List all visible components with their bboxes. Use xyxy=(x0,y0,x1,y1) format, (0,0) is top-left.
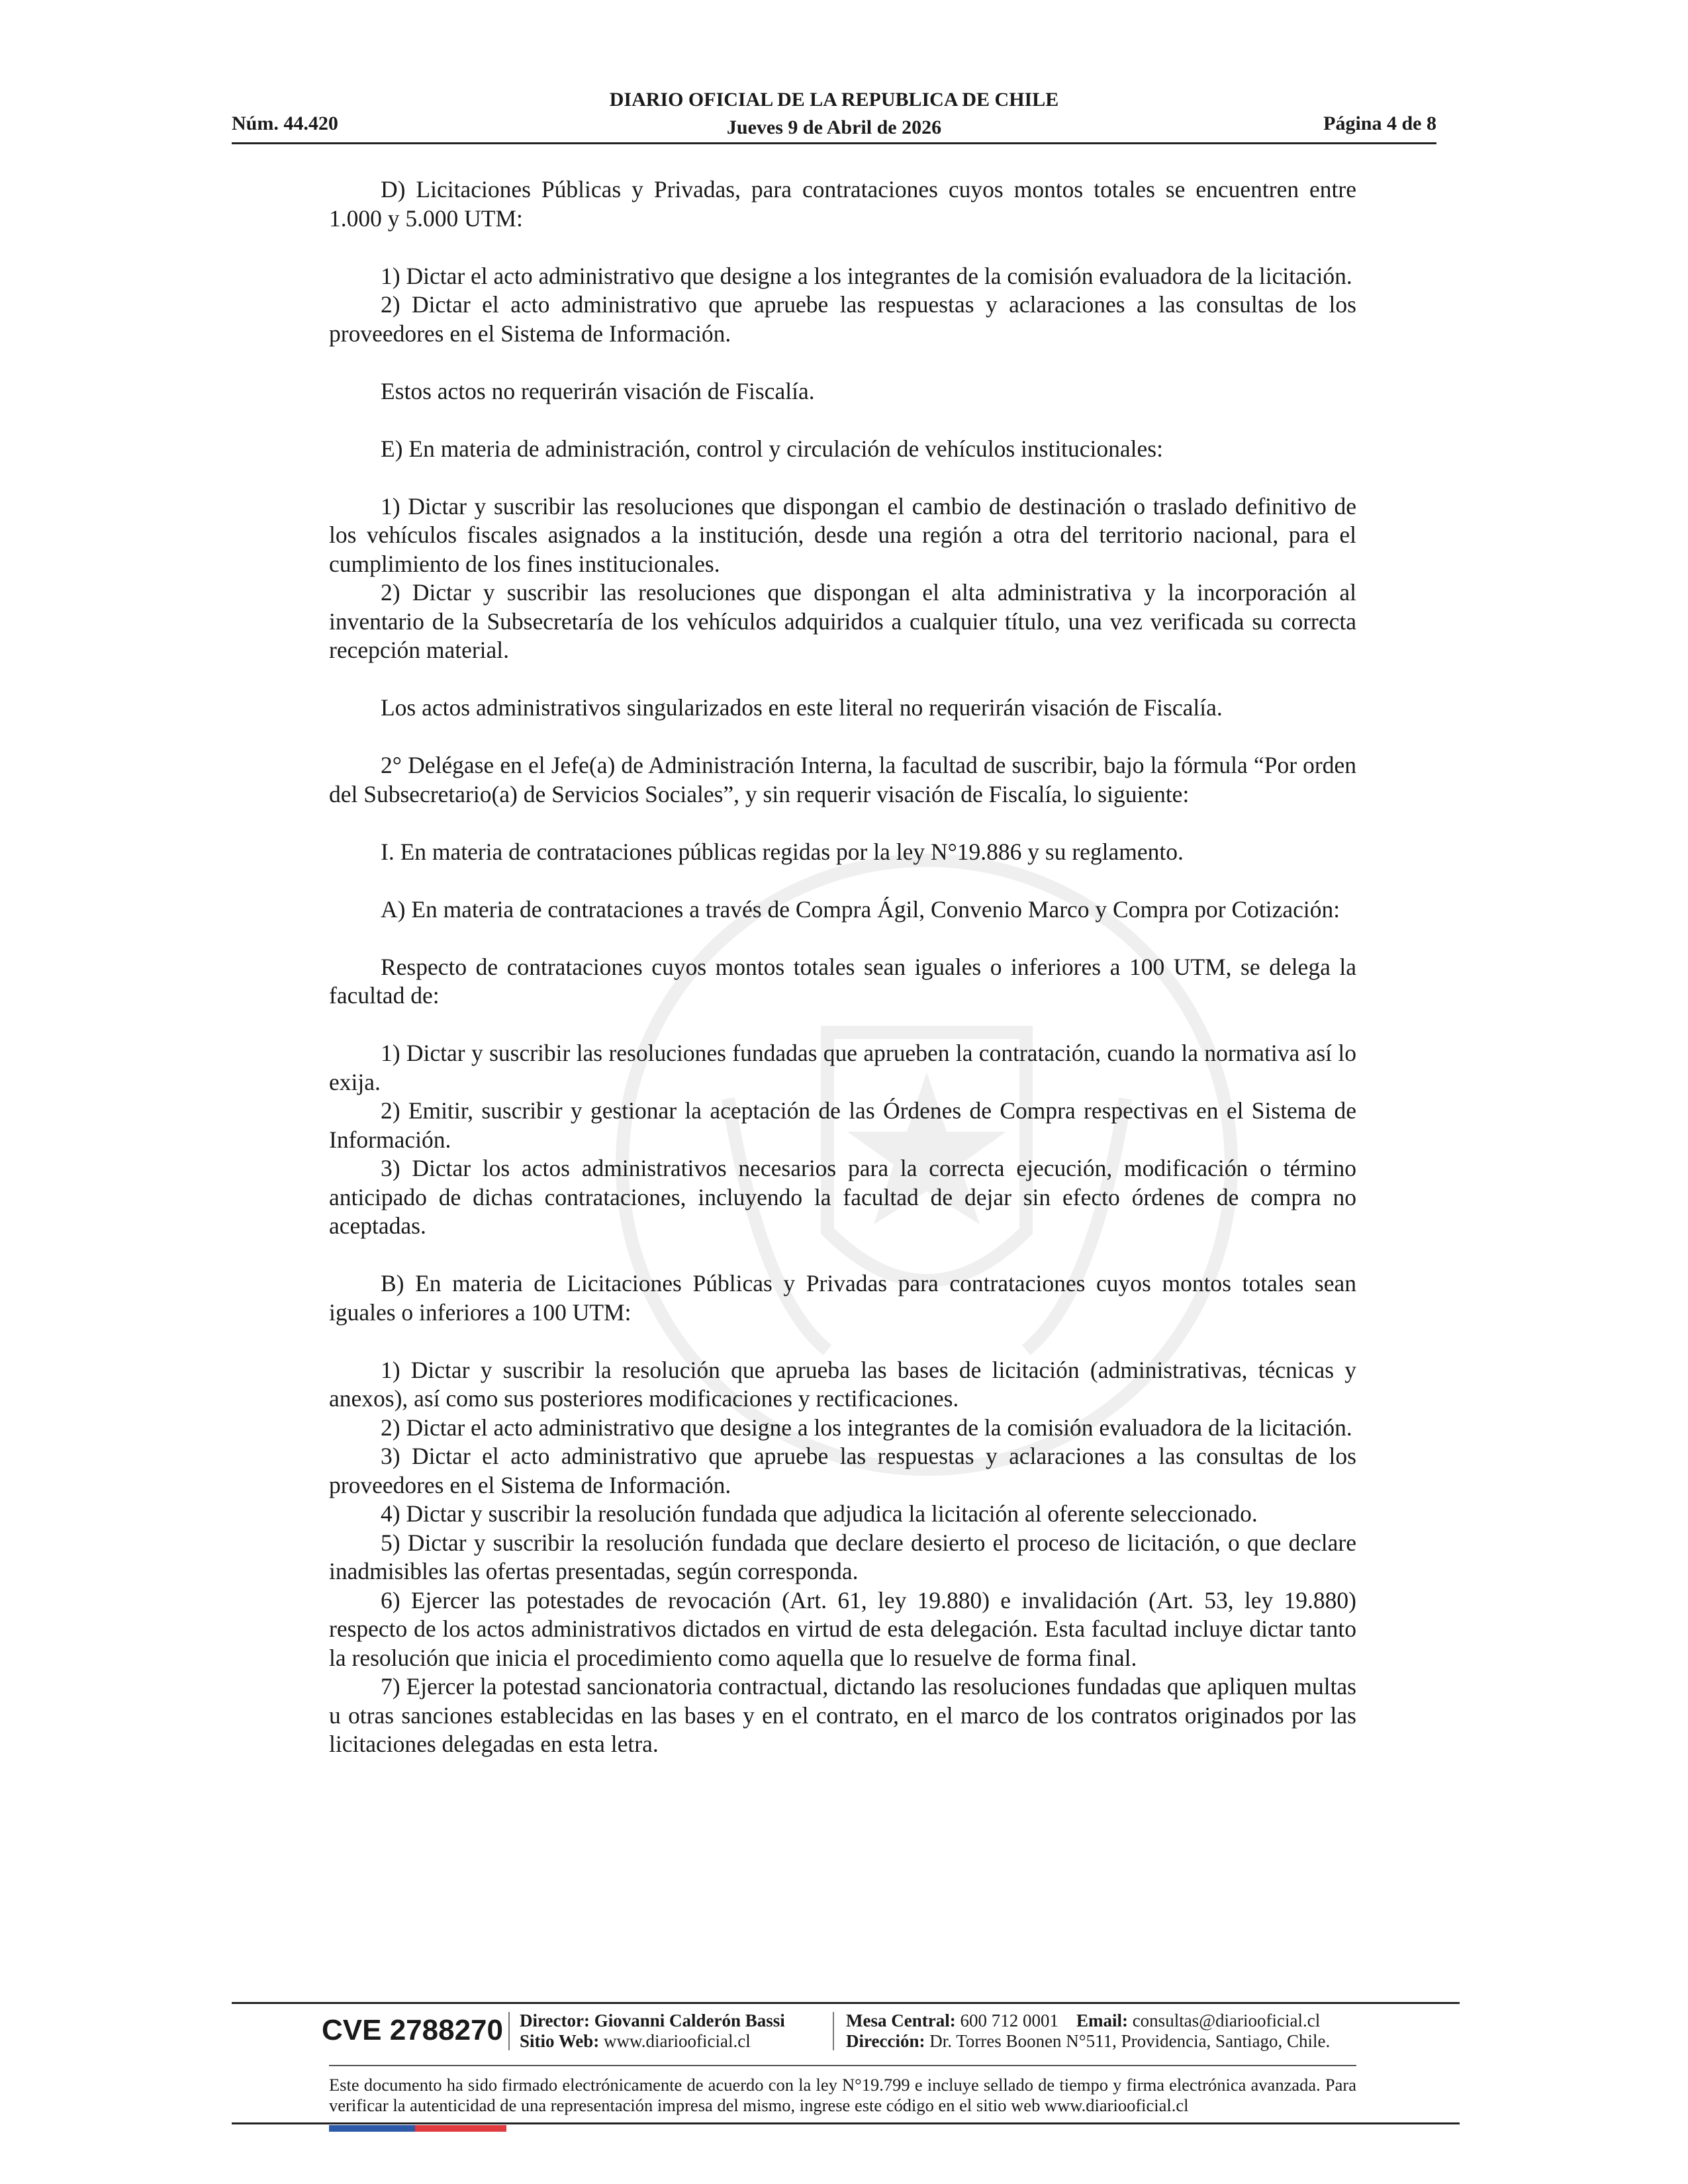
footer-director-block xyxy=(520,2011,785,2052)
legal-notice: Este documento ha sido firmado electrónicamente de acuerdo con la ley N°19.799 e incluye sellado de tiempo y firma electrónica avanzada. Para verificar la autenticidad de una representación impresa del mismo, ingrese este código en el sitio web www.diariooficial.cl xyxy=(329,2075,1356,2115)
paragraph: 2) Emitir, suscribir y gestionar la aceptación de las Órdenes de Compra respectivas en el Sistema de Información. xyxy=(329,1097,1356,1153)
flag-stripe-blue xyxy=(329,2125,415,2132)
email-label: Email: xyxy=(1076,2011,1128,2030)
header-divider xyxy=(232,142,1436,144)
footer-separator xyxy=(508,2012,510,2050)
paragraph: 2) Dictar y suscribir las resoluciones que dispongan el alta administrativa y la incorporación al inventario de la Subsecretaría de los vehículos adquiridos a cualquier título, una vez verificada su correcta recepción material. xyxy=(329,579,1356,663)
footer-contact-block xyxy=(846,2011,1330,2052)
cve-code: CVE 2788270 xyxy=(322,2014,503,2046)
paragraph: 1) Dictar y suscribir las resoluciones que dispongan el cambio de destinación o traslado definitivo de los vehículos fiscales asignados a la institución, desde una región a otra del territorio nacional, para el cumplimiento de los fines institucionales. xyxy=(329,492,1356,577)
paragraph: 1) Dictar y suscribir la resolución que aprueba las bases de licitación (administrativas, técnicas y anexos), así como sus posteriores modificaciones y rectificaciones. xyxy=(329,1356,1356,1412)
paragraph: 6) Ejercer las potestades de revocación (Art. 61, ley 19.880) e invalidación (Art. 53, ley 19.880) respecto de los actos administrativos dictados en virtud de esta delegación. Esta facultad incluye dictar tanto la resolución que inicia el procedimiento como aquella que lo resuelve de forma final. xyxy=(329,1586,1356,1671)
page-indicator: Página 4 de 8 xyxy=(1323,113,1436,134)
issue-number: Núm. 44.420 xyxy=(232,113,338,134)
paragraph: A) En materia de contrataciones a través de Compra Ágil, Convenio Marco y Compra por Cotización: xyxy=(381,895,1340,923)
publication-title: DIARIO OFICIAL DE LA REPUBLICA DE CHILE xyxy=(609,89,1059,111)
paragraph: 1) Dictar el acto administrativo que designe a los integrantes de la comisión evaluadora de la licitación. xyxy=(381,262,1352,289)
director-label: Director: xyxy=(520,2011,590,2030)
address-label: Dirección: xyxy=(846,2031,925,2051)
flag-stripe-red xyxy=(415,2125,506,2132)
paragraph: 3) Dictar el acto administrativo que apruebe las respuestas y aclaraciones a las consultas de los proveedores en el Sistema de Información. xyxy=(329,1443,1356,1498)
director-name: Giovanni Calderón Bassi xyxy=(594,2011,785,2030)
publication-date: Jueves 9 de Abril de 2026 xyxy=(726,116,942,138)
paragraph: 7) Ejercer la potestad sancionatoria contractual, dictando las resoluciones fundadas que apliquen multas u otras sanciones establecidas en las bases y en el contrato, en el marco de los contratos originados por las licitaciones delegadas en esta letra. xyxy=(329,1673,1356,1757)
paragraph: I. En materia de contrataciones públicas regidas por la ley N°19.886 y su reglamento. xyxy=(381,838,1184,865)
paragraph: 2) Dictar el acto administrativo que designe a los integrantes de la comisión evaluadora de la licitación. xyxy=(381,1414,1352,1441)
phone-label: Mesa Central: xyxy=(846,2011,956,2030)
document-body xyxy=(329,175,1356,1759)
website-label: Sitio Web: xyxy=(520,2031,600,2051)
email-link[interactable]: consultas@diariooficial.cl xyxy=(1132,2011,1321,2030)
paragraph: B) En materia de Licitaciones Públicas y Privadas para contrataciones cuyos montos totales sean iguales o inferiores a 100 UTM: xyxy=(329,1270,1356,1326)
footer-top-rule xyxy=(232,2002,1460,2004)
paragraph: 1) Dictar y suscribir las resoluciones fundadas que aprueben la contratación, cuando la normativa así lo exija. xyxy=(329,1040,1356,1095)
phone-number: 600 712 0001 xyxy=(960,2011,1058,2030)
footer-separator xyxy=(833,2012,834,2050)
paragraph: Estos actos no requerirán visación de Fiscalía. xyxy=(381,377,815,404)
paragraph: 4) Dictar y suscribir la resolución fundada que adjudica la licitación al oferente seleccionado. xyxy=(381,1500,1258,1527)
paragraph: 2° Delégase en el Jefe(a) de Administración Interna, la facultad de suscribir, bajo la fórmula “Por orden del Subsecretario(a) de Servicios Sociales”, y sin requerir visación de Fiscalía, lo siguiente: xyxy=(329,752,1356,807)
paragraph: Los actos administrativos singularizados en este literal no requerirán visación de Fiscalía. xyxy=(381,694,1223,721)
address-text: Dr. Torres Boonen N°511, Providencia, Santiago, Chile. xyxy=(929,2031,1331,2051)
page-header xyxy=(232,86,1436,146)
footer-bottom-rule xyxy=(232,2122,1460,2124)
paragraph: 2) Dictar el acto administrativo que apruebe las respuestas y aclaraciones a las consultas de los proveedores en el Sistema de Información. xyxy=(329,291,1356,347)
paragraph: Respecto de contrataciones cuyos montos totales sean iguales o inferiores a 100 UTM, se delega la facultad de: xyxy=(329,953,1356,1009)
paragraph: D) Licitaciones Públicas y Privadas, para contrataciones cuyos montos totales se encuentren entre 1.000 y 5.000 UTM: xyxy=(329,176,1356,232)
website-link[interactable]: www.diariooficial.cl xyxy=(604,2031,751,2051)
footer-mid-rule xyxy=(329,2065,1356,2066)
paragraph: E) En materia de administración, control y circulación de vehículos institucionales: xyxy=(381,435,1163,462)
paragraph: 3) Dictar los actos administrativos necesarios para la correcta ejecución, modificación o término anticipado de dichas contrataciones, incluyendo la facultad de dejar sin efecto órdenes de compra no aceptadas. xyxy=(329,1155,1356,1239)
header-center xyxy=(232,86,1436,142)
paragraph: 5) Dictar y suscribir la resolución fundada que declare desierto el proceso de licitación, o que declare inadmisibles las ofertas presentadas, según corresponda. xyxy=(329,1529,1356,1584)
